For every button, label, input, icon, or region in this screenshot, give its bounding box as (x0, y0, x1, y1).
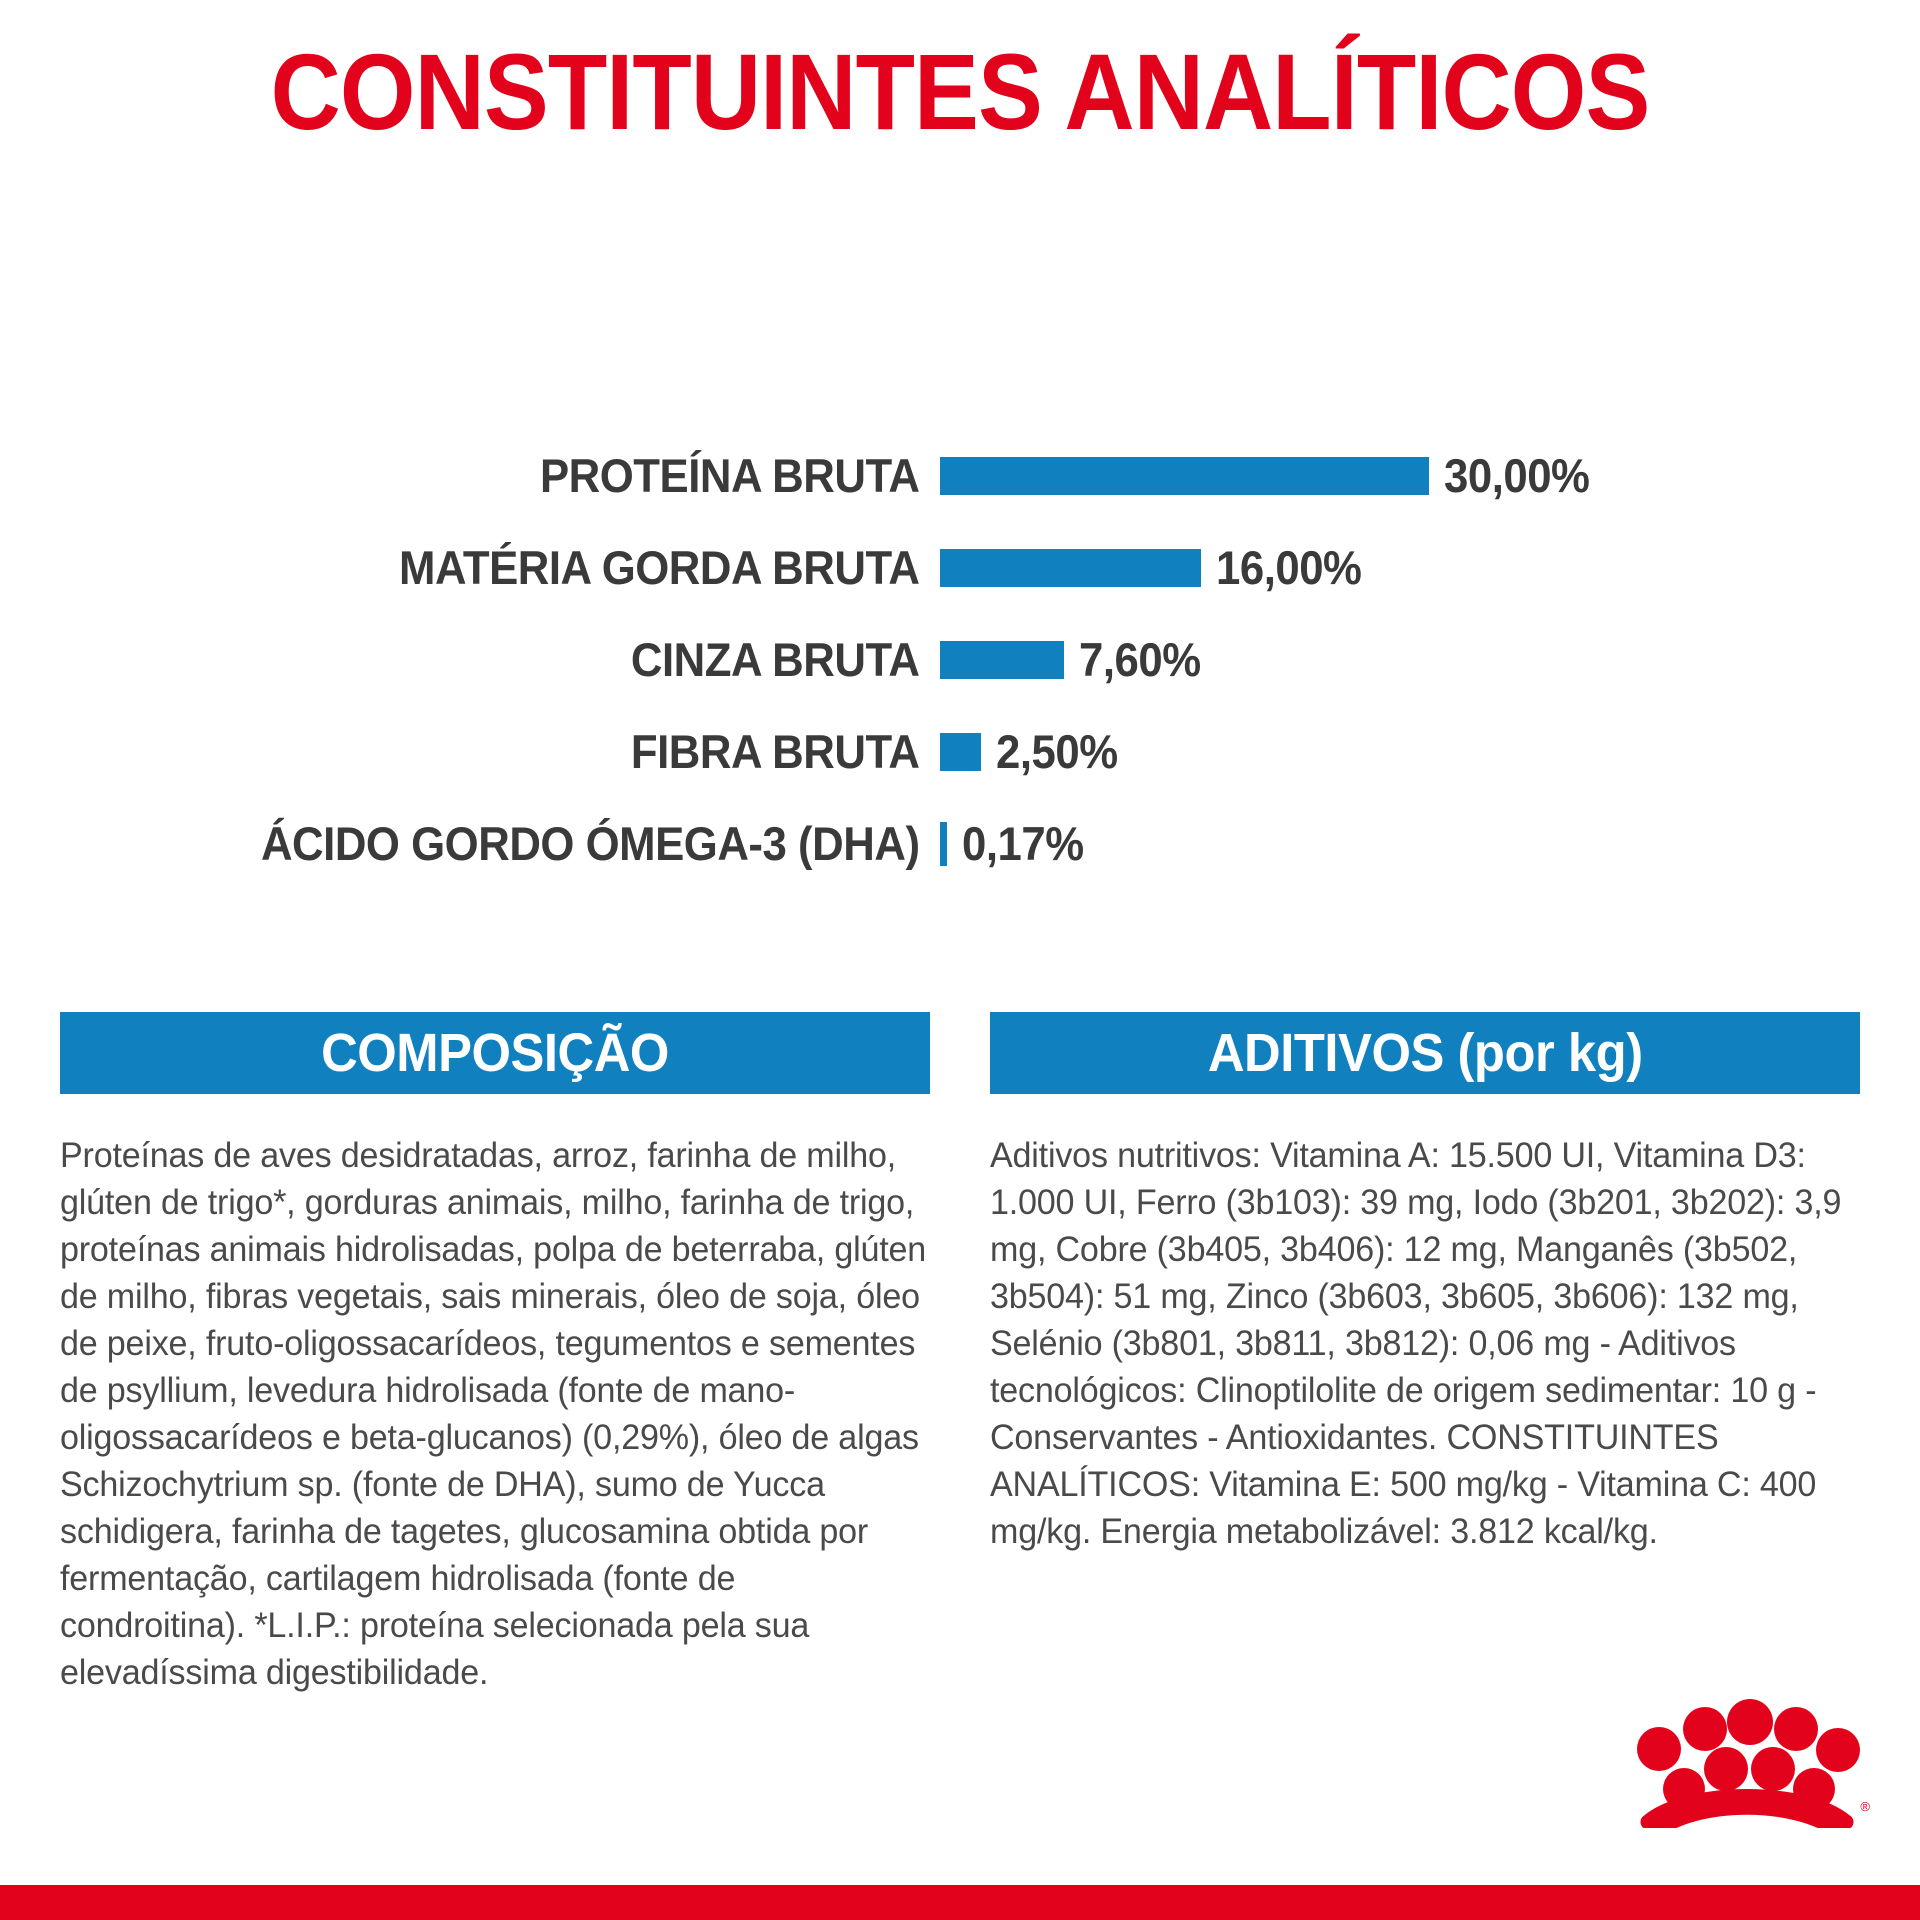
panel-body-aditivos: Aditivos nutritivos: Vitamina A: 15.500 UI, Vitamina D3: 1.000 UI, Ferro (3b103): 39 mg, Iodo (3b201, 3b202): 3,9 mg, Cobre (3b405, 3b406): 12 mg, Manganês (3b502, 3b504): 51 mg, Zinco (3b603, 3b605, 3b606): 132 mg, Selénio (3b801, 3b811, 3b812): 0,06 mg - Aditivos tecnológicos: Clinoptilolite de origem sedimentar: 10 g - Conservantes - Antioxidantes. CONSTITUINTES ANALÍTICOS: Vitamina E: 500 mg/kg - Vitamina C: 400 mg/kg. Energia metabolizável: 3.812 kcal/kg. (990, 1135, 1851, 1551)
chart-value-fat: 16,00% (1216, 541, 1362, 594)
registered-mark: ® (1860, 1799, 1870, 1814)
chart-value-ash: 7,60% (1079, 633, 1201, 686)
chart-bar-fat (940, 549, 1201, 587)
chart-row (0, 430, 1920, 522)
chart-label-fat: MATÉRIA GORDA BRUTA (399, 541, 920, 594)
chart-track (940, 451, 1920, 501)
bottom-red-band (0, 1885, 1920, 1920)
chart-bar-protein (940, 457, 1429, 495)
chart-row (0, 706, 1920, 798)
chart-label-fibre: FIBRA BRUTA (630, 725, 920, 778)
chart-label-protein: PROTEÍNA BRUTA (539, 449, 920, 502)
chart-row (0, 798, 1920, 890)
panel-body-composicao: Proteínas de aves desidratadas, arroz, farinha de milho, glúten de trigo*, gorduras animais, milho, farinha de trigo, proteínas animais hidrolisadas, polpa de beterraba, glúten de milho, fibras vegetais, sais minerais, óleo de soja, óleo de peixe, fruto-oligossacarídeos, tegumentos e sementes de psyllium, levedura hidrolisada (fonte de mano-oligossacarídeos e beta-glucanos) (0,29%), óleo de algas Schizochytrium sp. (fonte de DHA), sumo de Yucca schidigera, farinha de tagetes, glucosamina obtida por fermentação, cartilagem hidrolisada (fonte de condroitina). *L.I.P.: proteína selecionada pela sua elevadíssima digestibilidade. (60, 1135, 936, 1692)
panel-composicao (60, 1012, 936, 1696)
chart-value-protein: 30,00% (1444, 449, 1590, 502)
chart-label-omega3: ÁCIDO GORDO ÓMEGA-3 (DHA) (260, 817, 920, 870)
chart-track (940, 635, 1920, 685)
chart-value-omega3: 0,17% (962, 817, 1084, 870)
page-title: CONSTITUINTES ANALÍTICOS (270, 31, 1650, 152)
chart-bar-omega3 (940, 822, 947, 866)
panel-header-label: COMPOSIÇÃO (321, 1023, 669, 1083)
panel-header-label: ADITIVOS (por kg) (1207, 1023, 1643, 1083)
panel-header-composicao (60, 1012, 930, 1094)
chart-row (0, 614, 1920, 706)
panel-aditivos (990, 1012, 1860, 1696)
chart-label-ash: CINZA BRUTA (630, 633, 920, 686)
analytical-constituents-chart (0, 430, 1920, 890)
crown-icon (1622, 1696, 1872, 1828)
chart-track (940, 543, 1920, 593)
chart-row (0, 522, 1920, 614)
panel-header-aditivos (990, 1012, 1860, 1094)
royal-canin-crown-logo (1622, 1696, 1872, 1828)
chart-value-fibre: 2,50% (996, 725, 1118, 778)
chart-bar-fibre (940, 733, 981, 771)
info-panels (60, 1012, 1860, 1696)
chart-track (940, 727, 1920, 777)
chart-bar-ash (940, 641, 1064, 679)
chart-track (940, 819, 1920, 869)
